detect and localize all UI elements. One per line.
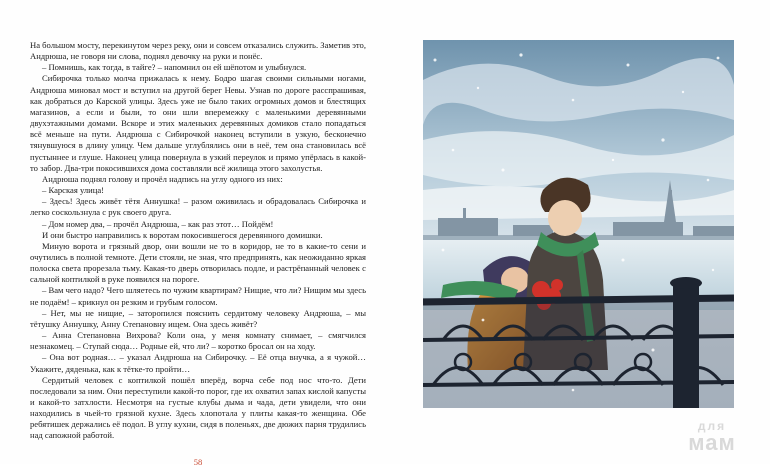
paragraph: На большом мосту, перекинутом через реку, они и совсем отказались служить. Заметив это, Андрюша, не говоря ни слова, поднял девочку на руки и понёс.: [30, 40, 366, 62]
site-watermark-logo: [672, 420, 752, 454]
paragraph: – Она вот родная… – указал Андрюша на Сибирочку. – Её отца внучка, а я чужой… Укажите, дяденька, как к тётке-то пройти…: [30, 352, 366, 374]
illustration: [423, 40, 734, 408]
watermark-line-1: для: [697, 419, 727, 433]
page-number: 58: [193, 457, 203, 467]
paragraph: – Дом номер два, – прочёл Андрюша, – как раз этот… Пойдём!: [42, 218, 274, 229]
paragraph: Андрюша поднял голову и прочёл надпись на углу одного из них:: [42, 173, 283, 184]
paragraph: – Помнишь, как тогда, в тайге? – напомнил он ей шёпотом и улыбнулся.: [42, 62, 307, 73]
paragraph: – Анна Степановна Вихрова? Коли она, у меня комнату снимает, – смягчился незнакомец. – Ступай сюда… Родные ей, что ли? – коротко бросал он на ходу.: [30, 330, 366, 352]
body-text: [30, 40, 366, 442]
paragraph: И они быстро направились к воротам покосившегося деревянного домишки.: [42, 229, 323, 240]
paragraph: – Вам чего надо? Чего шляетесь по чужим квартирам? Нищие, что ли? Нищим мы здесь не подаём! – крикнул он резким и грубым голосом.: [30, 285, 366, 307]
illustration-drawing: [423, 40, 734, 408]
watermark-line-2: мам: [688, 430, 736, 455]
paragraph: Сердитый человек с коптилкой пошёл вперёд, ворча себе под нос что-то. Дети последовали за ним. Они переступили какой-то порог, где их охватил запах кислой капусты и какой-то затхлости. Несмотря на густые клубы дыма и чада, дети увидели, что они находились в чьей-то грязной кухне. Здесь хлопотала у плиты какая-то женщина. Обе ребятишек держались её подол. В углу кухни, сидя в поленьях, две дюжих парня трудились над сапожной работой.: [30, 374, 366, 441]
text-page: [30, 40, 366, 467]
paragraph: – Здесь! Здесь живёт тётя Аннушка! – разом оживилась и обрадовалась Сибирочка и легко соскользнула с рук своего друга.: [30, 196, 366, 218]
paragraph: Сибирочка только молча прижалась к нему. Бодро шагая своими сильными ногами, Андрюша миновал мост и вступил на другой берег Невы. Узнав по дороге расспрашивая, как добраться до Карской улицы. Здесь уже не было таких огромных домов и блестящих магазинов, а если и были, то они шли вперемежку с маленькими деревянными двухэтажными домами. Вскоре и этих маленьких деревянных домиков стало попадаться всё меньше на пути. Андрюша с Сибирочкой наконец вступили в узкую, бесконечно тянувшуюся в длину улицу. Чем дальше углублялись они в неё, тем она становилась всё пустыннее и глуше. Наконец улица повернула в узкий переулок и прямо упёрлась в какой-то забор. Два-три покосившихся дома составляли всё жилища этого захолустья.: [30, 73, 366, 173]
paragraph: – Карская улица!: [42, 185, 105, 196]
paragraph: Миную ворота и грязный двор, они вошли не то в коридор, не то в какие-то сени и очутились в полной темноте. Дети стояли, не зная, что предпринять, как неожиданно яркая полоска света прорезала тьму. Какая-то дверь отворилась подле, и растрёпанный человек с сальной коптилкой в руке появился на пороге.: [30, 240, 366, 285]
paragraph: – Нет, мы не нищие, – заторопился пояснить сердитому человеку Андрюша, – мы тётушку Аннушку, Анну Степановну ищем. Она здесь живёт?: [30, 307, 366, 329]
